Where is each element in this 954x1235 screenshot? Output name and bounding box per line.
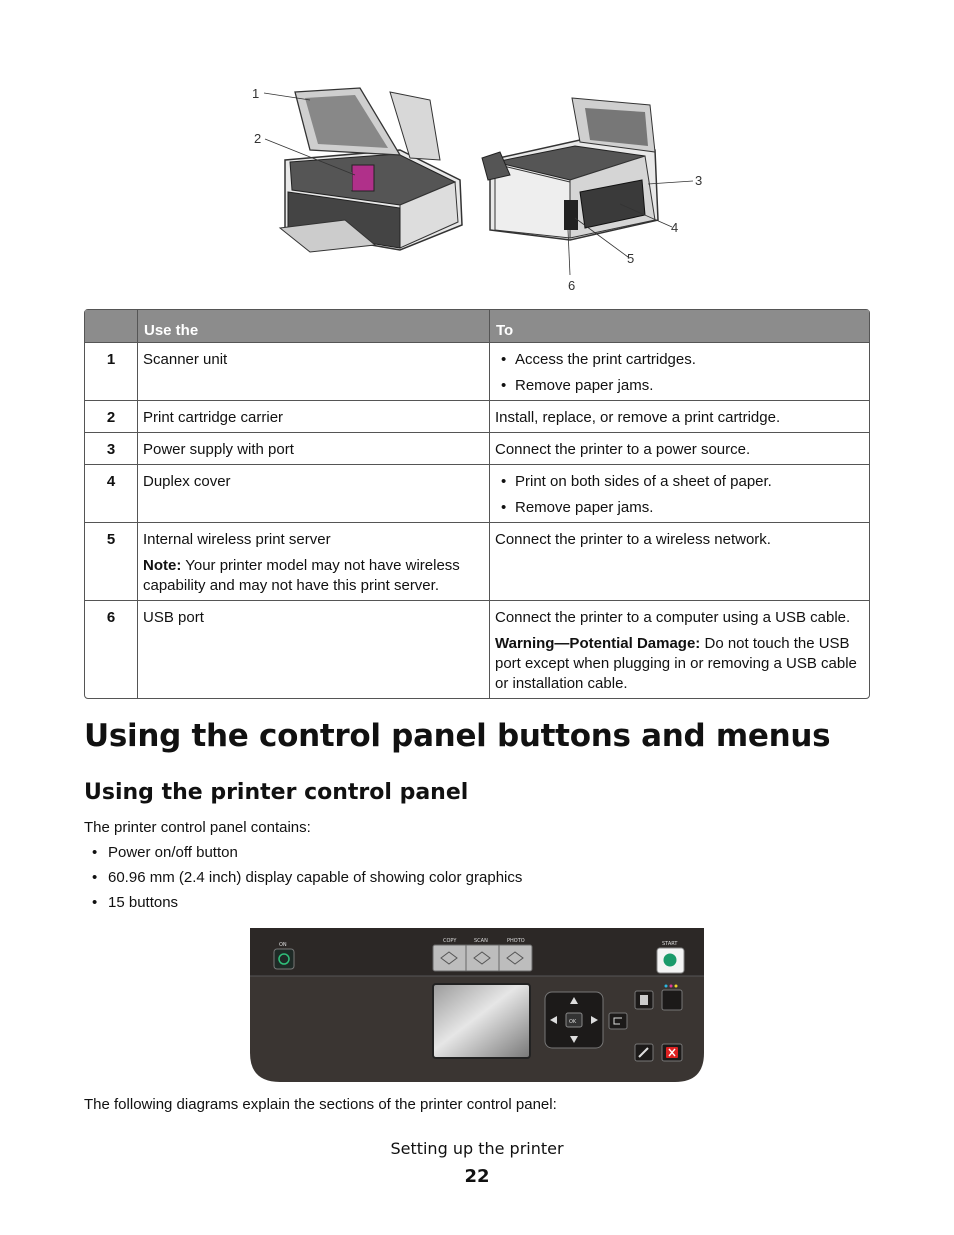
start-icon bbox=[664, 954, 677, 967]
list-item: • Access the print cartridges. bbox=[495, 350, 864, 370]
intro-text: The printer control panel contains: bbox=[84, 819, 311, 836]
row-part: Power supply with port bbox=[137, 432, 489, 464]
warning bbox=[495, 634, 864, 694]
list-item: • 60.96 mm (2.4 inch) display capable of showing color graphics bbox=[84, 868, 522, 893]
table-row bbox=[85, 464, 869, 522]
list-item: • Remove paper jams. bbox=[495, 498, 864, 518]
row-purpose: Connect the printer to a power source. bbox=[489, 432, 869, 464]
row-number: 6 bbox=[85, 600, 137, 698]
header-use-the: Use the bbox=[137, 310, 489, 342]
printer-drawing bbox=[250, 80, 710, 295]
row-part: Print cartridge carrier bbox=[137, 400, 489, 432]
part-name: Internal wireless print server bbox=[143, 531, 331, 548]
diagrams-intro-text: The following diagrams explain the sections of the printer control panel: bbox=[84, 1096, 557, 1113]
row-number: 3 bbox=[85, 432, 137, 464]
table-row bbox=[85, 522, 869, 600]
copy-label: COPY bbox=[443, 938, 457, 944]
row-purpose bbox=[489, 600, 869, 698]
mode-buttons bbox=[433, 945, 532, 971]
display-screen bbox=[433, 984, 530, 1058]
feature-list bbox=[84, 843, 522, 918]
header-to: To bbox=[489, 310, 869, 342]
start-label: START bbox=[662, 941, 678, 947]
parts-table bbox=[84, 309, 870, 699]
power-button bbox=[274, 949, 294, 969]
ok-label: OK bbox=[569, 1019, 577, 1025]
purpose-text: Connect the printer to a computer using a USB cable. bbox=[495, 609, 851, 626]
list-item: • Print on both sides of a sheet of paper. bbox=[495, 472, 864, 492]
row-number: 2 bbox=[85, 400, 137, 432]
row-purpose bbox=[489, 342, 869, 400]
callout-4: 4 bbox=[671, 220, 679, 235]
row-number: 5 bbox=[85, 522, 137, 600]
row-purpose bbox=[489, 464, 869, 522]
callout-6: 6 bbox=[568, 278, 576, 293]
photo-label: PHOTO bbox=[507, 938, 525, 944]
callout-5: 5 bbox=[627, 251, 635, 266]
callout-1: 1 bbox=[252, 86, 260, 101]
callout-3: 3 bbox=[695, 173, 703, 188]
row-part: Scanner unit bbox=[137, 342, 489, 400]
on-label: ON bbox=[279, 942, 287, 948]
back-button bbox=[609, 1013, 627, 1029]
subsection-heading: Using the printer control panel bbox=[84, 780, 469, 805]
header-num bbox=[85, 310, 137, 342]
control-panel-drawing bbox=[250, 928, 704, 1082]
row-part: USB port bbox=[137, 600, 489, 698]
table-row bbox=[85, 432, 869, 464]
list-item: • Power on/off button bbox=[84, 843, 522, 868]
table-row bbox=[85, 400, 869, 432]
warning-text: Do not touch the USB port except when plugging in or removing a USB cable or installation cable. bbox=[495, 635, 857, 692]
footer-section-title: Setting up the printer bbox=[390, 1139, 564, 1158]
list-item: • Remove paper jams. bbox=[495, 376, 864, 396]
note bbox=[143, 556, 484, 596]
table-row bbox=[85, 342, 869, 400]
printer-illustration bbox=[250, 80, 710, 295]
page-number: 22 bbox=[464, 1166, 490, 1187]
warning-label: Warning—Potential Damage: bbox=[495, 635, 701, 652]
note-text: Your printer model may not have wireless capability and may not have this print server. bbox=[143, 557, 460, 594]
control-panel-illustration bbox=[250, 928, 704, 1086]
settings-icon bbox=[640, 995, 648, 1005]
callout-2: 2 bbox=[254, 131, 262, 146]
ink-levels-button bbox=[662, 990, 682, 1010]
table-header-row bbox=[85, 310, 869, 342]
scan-label: SCAN bbox=[474, 938, 488, 944]
table-row bbox=[85, 600, 869, 698]
row-number: 1 bbox=[85, 342, 137, 400]
row-number: 4 bbox=[85, 464, 137, 522]
list-item: • 15 buttons bbox=[84, 893, 522, 918]
section-heading: Using the control panel buttons and menus bbox=[84, 718, 831, 754]
row-purpose: Install, replace, or remove a print cartridge. bbox=[489, 400, 869, 432]
row-part: Duplex cover bbox=[137, 464, 489, 522]
row-part bbox=[137, 522, 489, 600]
row-purpose: Connect the printer to a wireless network. bbox=[489, 522, 869, 600]
note-label: Note: bbox=[143, 557, 182, 574]
